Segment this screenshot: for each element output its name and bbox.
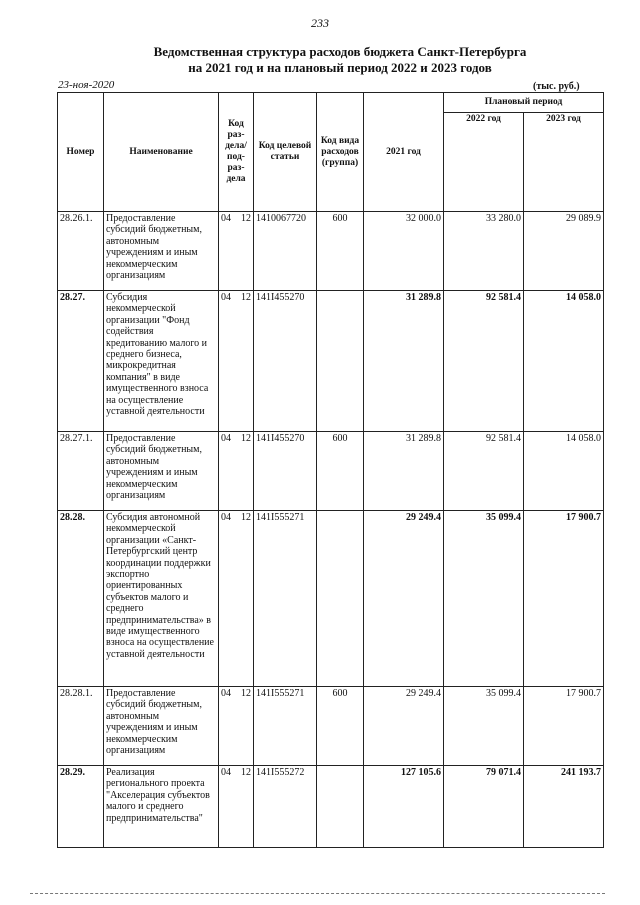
- row-target: 141I455270: [254, 291, 317, 432]
- header-number: Номер: [58, 93, 104, 212]
- header-section: Код раз- дела/ под- раз- дела: [219, 93, 254, 212]
- row-type: [317, 291, 364, 432]
- header-2021: 2021 год: [364, 93, 444, 212]
- row-target: 141I455270: [254, 432, 317, 511]
- row-2023: 17 900.7: [524, 511, 604, 687]
- units-label: (тыс. руб.): [533, 81, 580, 92]
- row-section: 04 12: [219, 766, 254, 848]
- row-2023: 14 058.0: [524, 291, 604, 432]
- row-name: Субсидия некоммерческой организации "Фонд содействия кредитованию малого и среднего бизнеса, микрокредитная компания" в виде имущественного взноса на осуществление уставной деятельности: [104, 291, 219, 432]
- table-row: [58, 212, 604, 291]
- header-planned-period: Плановый период: [444, 93, 604, 113]
- document-date: 23-ноя-2020: [58, 79, 115, 91]
- row-name: Субсидия автономной некоммерческой организации «Санкт-Петербургский центр координации поддержки экспортно ориентированных субъектов малого и среднего предпринимательства» в виде имущественного взноса на осуществление уставной деятельности: [104, 511, 219, 687]
- row-number: 28.27.: [58, 291, 104, 432]
- scan-edge-line: [30, 893, 605, 897]
- row-2022: 92 581.4: [444, 291, 524, 432]
- row-2023: 17 900.7: [524, 687, 604, 766]
- row-2023: 29 089.9: [524, 212, 604, 291]
- row-target: 141I555271: [254, 687, 317, 766]
- row-type: [317, 511, 364, 687]
- title-line-2: на 2021 год и на плановый период 2022 и 2023 годов: [188, 60, 492, 75]
- row-2021: 31 289.8: [364, 291, 444, 432]
- row-name: Реализация регионального проекта "Акселерация субъектов малого и среднего предпринимательства": [104, 766, 219, 848]
- header-expense-type: Код вида расходов (группа): [317, 93, 364, 212]
- row-2022: 79 071.4: [444, 766, 524, 848]
- row-2021: 29 249.4: [364, 511, 444, 687]
- row-type: [317, 766, 364, 848]
- row-type: 600: [317, 432, 364, 511]
- row-name: Предоставление субсидий бюджетным, автономным учреждениям и иным некоммерческим организациям: [104, 687, 219, 766]
- row-section: 04 12: [219, 291, 254, 432]
- row-2023: 14 058.0: [524, 432, 604, 511]
- row-2022: 35 099.4: [444, 511, 524, 687]
- row-2022: 35 099.4: [444, 687, 524, 766]
- table-row: [58, 511, 604, 687]
- header-name: Наименование: [104, 93, 219, 212]
- row-section: 04 12: [219, 687, 254, 766]
- budget-table: [57, 92, 604, 848]
- table-row: [58, 766, 604, 848]
- row-2021: 32 000.0: [364, 212, 444, 291]
- row-target: 1410067720: [254, 212, 317, 291]
- row-2021: 29 249.4: [364, 687, 444, 766]
- row-name: Предоставление субсидий бюджетным, автономным учреждениям и иным некоммерческим организациям: [104, 212, 219, 291]
- row-section: 04 12: [219, 432, 254, 511]
- row-2022: 33 280.0: [444, 212, 524, 291]
- row-number: 28.27.1.: [58, 432, 104, 511]
- row-target: 141I555271: [254, 511, 317, 687]
- row-2022: 92 581.4: [444, 432, 524, 511]
- row-number: 28.28.1.: [58, 687, 104, 766]
- header-2022: 2022 год: [444, 113, 524, 212]
- table-row: [58, 687, 604, 766]
- row-section: 04 12: [219, 511, 254, 687]
- title-line-1: Ведомственная структура расходов бюджета Санкт-Петербурга: [153, 44, 527, 59]
- row-number: 28.26.1.: [58, 212, 104, 291]
- row-target: 141I555272: [254, 766, 317, 848]
- table-row: [58, 291, 604, 432]
- row-number: 28.29.: [58, 766, 104, 848]
- row-type: 600: [317, 687, 364, 766]
- row-2021: 127 105.6: [364, 766, 444, 848]
- document-title: [40, 44, 640, 76]
- row-number: 28.28.: [58, 511, 104, 687]
- page-number: 233: [311, 16, 329, 30]
- table-row: [58, 432, 604, 511]
- row-section: 04 12: [219, 212, 254, 291]
- row-2021: 31 289.8: [364, 432, 444, 511]
- header-target: Код целевой статьи: [254, 93, 317, 212]
- row-name: Предоставление субсидий бюджетным, автономным учреждениям и иным некоммерческим организациям: [104, 432, 219, 511]
- row-type: 600: [317, 212, 364, 291]
- header-2023: 2023 год: [524, 113, 604, 212]
- row-2023: 241 193.7: [524, 766, 604, 848]
